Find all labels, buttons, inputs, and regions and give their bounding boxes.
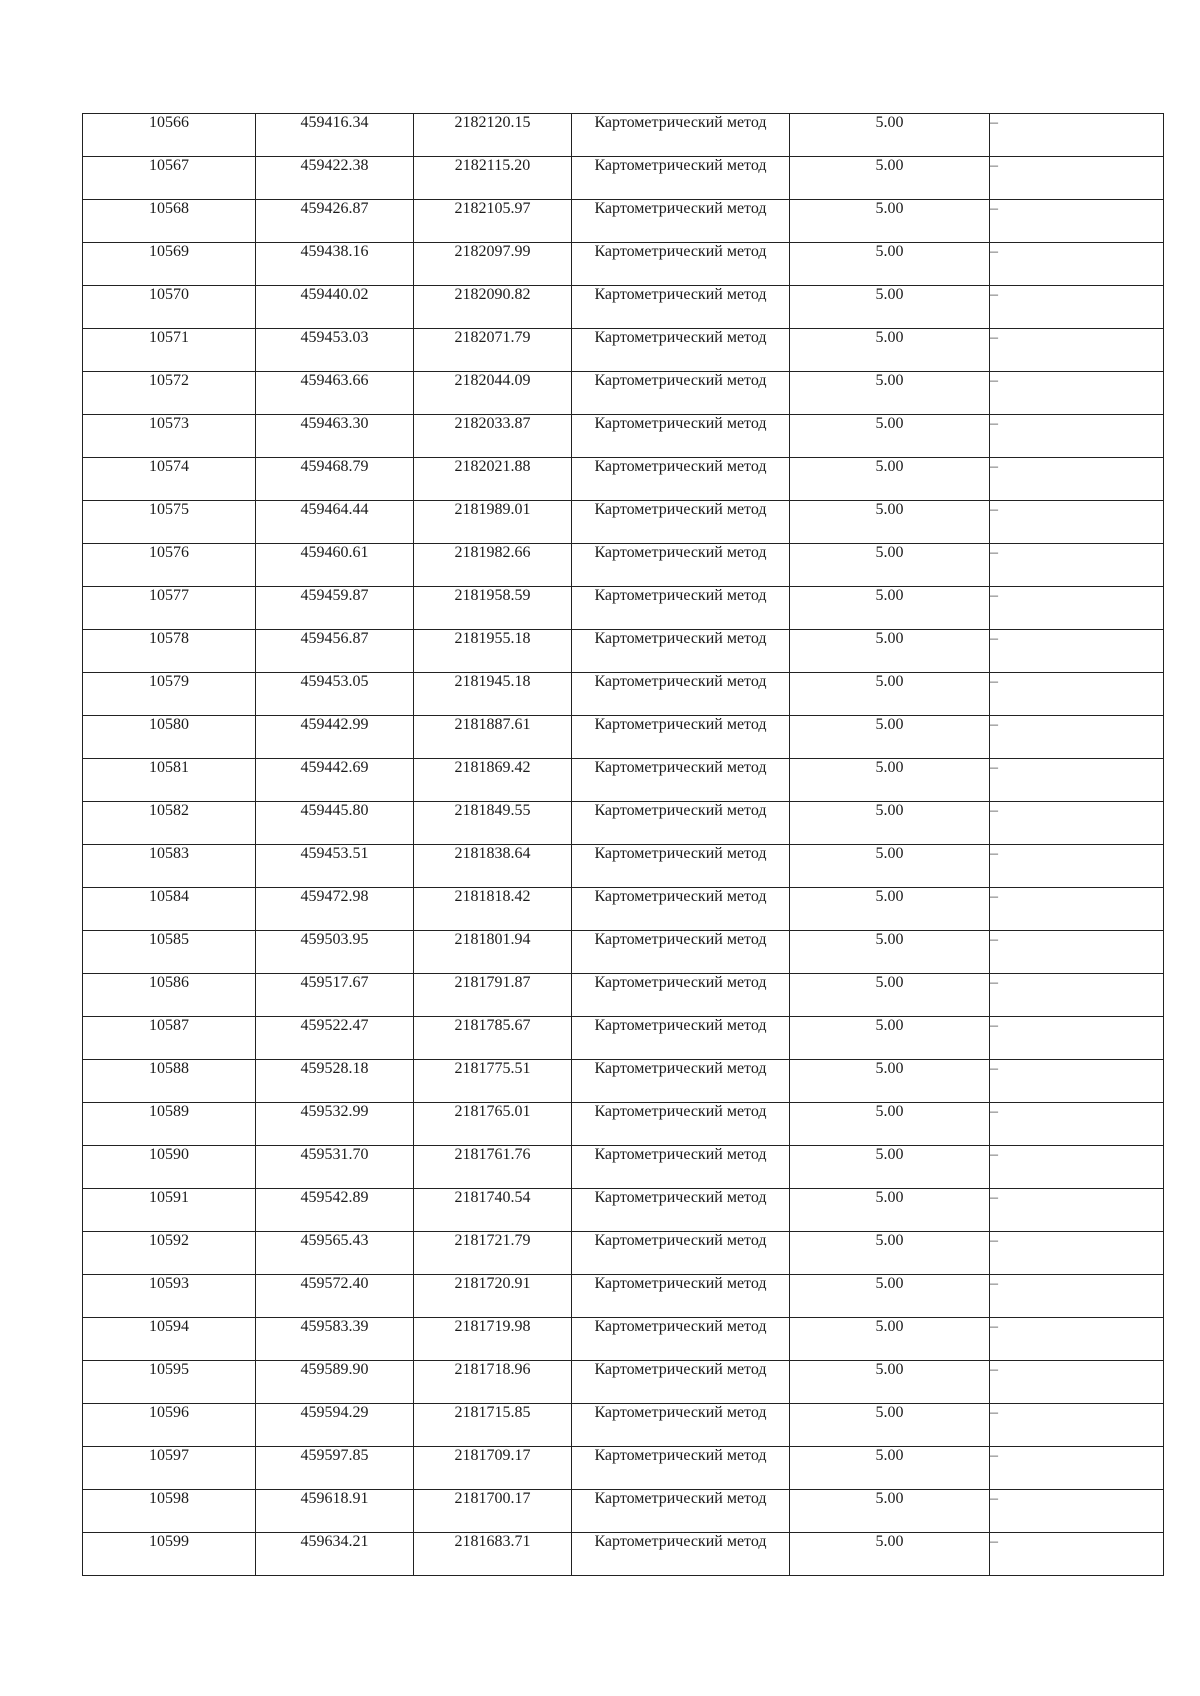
coordinate-x-cell: 459528.18: [256, 1060, 414, 1103]
coordinate-x-cell: 459597.85: [256, 1447, 414, 1490]
accuracy-cell: 5.00: [790, 759, 990, 802]
point-number-cell: 10570: [83, 286, 256, 329]
table-row: [83, 888, 1164, 931]
description-cell: –: [990, 1017, 1164, 1060]
description-cell: –: [990, 1490, 1164, 1533]
coordinate-x-cell: 459618.91: [256, 1490, 414, 1533]
method-cell: Картометрический метод: [572, 458, 790, 501]
point-number-cell: 10571: [83, 329, 256, 372]
coordinate-x-cell: 459532.99: [256, 1103, 414, 1146]
accuracy-cell: 5.00: [790, 802, 990, 845]
table-row: [83, 974, 1164, 1017]
method-cell: Картометрический метод: [572, 544, 790, 587]
description-cell: –: [990, 243, 1164, 286]
table-row: [83, 1017, 1164, 1060]
point-number-cell: 10599: [83, 1533, 256, 1576]
description-cell: –: [990, 587, 1164, 630]
accuracy-cell: 5.00: [790, 243, 990, 286]
coordinate-y-cell: 2181791.87: [414, 974, 572, 1017]
method-cell: Картометрический метод: [572, 759, 790, 802]
description-cell: –: [990, 372, 1164, 415]
table-row: [83, 587, 1164, 630]
coordinate-x-cell: 459468.79: [256, 458, 414, 501]
table-row: [83, 845, 1164, 888]
coordinate-x-cell: 459453.03: [256, 329, 414, 372]
accuracy-cell: 5.00: [790, 1103, 990, 1146]
description-cell: –: [990, 1361, 1164, 1404]
coordinate-x-cell: 459442.99: [256, 716, 414, 759]
table-row: [83, 802, 1164, 845]
table-row: [83, 1275, 1164, 1318]
table-row: [83, 630, 1164, 673]
description-cell: –: [990, 544, 1164, 587]
method-cell: Картометрический метод: [572, 1017, 790, 1060]
accuracy-cell: 5.00: [790, 286, 990, 329]
point-number-cell: 10572: [83, 372, 256, 415]
method-cell: Картометрический метод: [572, 1490, 790, 1533]
description-cell: –: [990, 1103, 1164, 1146]
point-number-cell: 10573: [83, 415, 256, 458]
point-number-cell: 10593: [83, 1275, 256, 1318]
accuracy-cell: 5.00: [790, 974, 990, 1017]
description-cell: –: [990, 1404, 1164, 1447]
coordinate-y-cell: 2181761.76: [414, 1146, 572, 1189]
table-row: [83, 1318, 1164, 1361]
description-cell: –: [990, 845, 1164, 888]
coordinate-x-cell: 459531.70: [256, 1146, 414, 1189]
point-number-cell: 10575: [83, 501, 256, 544]
table-row: [83, 501, 1164, 544]
coordinate-y-cell: 2181775.51: [414, 1060, 572, 1103]
accuracy-cell: 5.00: [790, 1404, 990, 1447]
description-cell: –: [990, 1533, 1164, 1576]
description-cell: –: [990, 501, 1164, 544]
accuracy-cell: 5.00: [790, 1060, 990, 1103]
description-cell: –: [990, 415, 1164, 458]
coordinate-x-cell: 459463.66: [256, 372, 414, 415]
coordinate-y-cell: 2182044.09: [414, 372, 572, 415]
point-number-cell: 10576: [83, 544, 256, 587]
point-number-cell: 10577: [83, 587, 256, 630]
table-row: [83, 1103, 1164, 1146]
accuracy-cell: 5.00: [790, 329, 990, 372]
coordinate-x-cell: 459589.90: [256, 1361, 414, 1404]
method-cell: Картометрический метод: [572, 415, 790, 458]
coordinate-y-cell: 2181958.59: [414, 587, 572, 630]
method-cell: Картометрический метод: [572, 931, 790, 974]
table-row: [83, 673, 1164, 716]
description-cell: –: [990, 200, 1164, 243]
point-number-cell: 10584: [83, 888, 256, 931]
coordinate-x-cell: 459453.51: [256, 845, 414, 888]
coordinate-y-cell: 2182120.15: [414, 114, 572, 157]
accuracy-cell: 5.00: [790, 673, 990, 716]
coordinate-y-cell: 2181719.98: [414, 1318, 572, 1361]
accuracy-cell: 5.00: [790, 1361, 990, 1404]
method-cell: Картометрический метод: [572, 802, 790, 845]
point-number-cell: 10590: [83, 1146, 256, 1189]
point-number-cell: 10586: [83, 974, 256, 1017]
coordinate-x-cell: 459416.34: [256, 114, 414, 157]
coordinate-y-cell: 2182097.99: [414, 243, 572, 286]
accuracy-cell: 5.00: [790, 372, 990, 415]
table-row: [83, 1361, 1164, 1404]
coordinate-y-cell: 2182090.82: [414, 286, 572, 329]
description-cell: –: [990, 1318, 1164, 1361]
table-row: [83, 1146, 1164, 1189]
method-cell: Картометрический метод: [572, 630, 790, 673]
coordinate-x-cell: 459463.30: [256, 415, 414, 458]
accuracy-cell: 5.00: [790, 114, 990, 157]
method-cell: Картометрический метод: [572, 1060, 790, 1103]
coordinate-x-cell: 459442.69: [256, 759, 414, 802]
description-cell: –: [990, 630, 1164, 673]
table-row: [83, 1232, 1164, 1275]
point-number-cell: 10568: [83, 200, 256, 243]
accuracy-cell: 5.00: [790, 1146, 990, 1189]
description-cell: –: [990, 931, 1164, 974]
coordinate-x-cell: 459464.44: [256, 501, 414, 544]
point-number-cell: 10589: [83, 1103, 256, 1146]
point-number-cell: 10566: [83, 114, 256, 157]
coordinate-y-cell: 2181982.66: [414, 544, 572, 587]
point-number-cell: 10567: [83, 157, 256, 200]
method-cell: Картометрический метод: [572, 1447, 790, 1490]
coordinate-y-cell: 2182033.87: [414, 415, 572, 458]
coordinate-y-cell: 2182071.79: [414, 329, 572, 372]
method-cell: Картометрический метод: [572, 888, 790, 931]
method-cell: Картометрический метод: [572, 673, 790, 716]
description-cell: –: [990, 1189, 1164, 1232]
accuracy-cell: 5.00: [790, 157, 990, 200]
accuracy-cell: 5.00: [790, 716, 990, 759]
method-cell: Картометрический метод: [572, 372, 790, 415]
coordinate-y-cell: 2182105.97: [414, 200, 572, 243]
description-cell: –: [990, 1232, 1164, 1275]
coordinate-y-cell: 2181887.61: [414, 716, 572, 759]
coordinate-x-cell: 459459.87: [256, 587, 414, 630]
coordinate-x-cell: 459634.21: [256, 1533, 414, 1576]
coordinate-y-cell: 2181801.94: [414, 931, 572, 974]
accuracy-cell: 5.00: [790, 630, 990, 673]
accuracy-cell: 5.00: [790, 458, 990, 501]
coordinate-y-cell: 2181740.54: [414, 1189, 572, 1232]
coordinate-y-cell: 2181700.17: [414, 1490, 572, 1533]
table-row: [83, 157, 1164, 200]
method-cell: Картометрический метод: [572, 1533, 790, 1576]
method-cell: Картометрический метод: [572, 716, 790, 759]
table-row: [83, 415, 1164, 458]
coordinate-x-cell: 459453.05: [256, 673, 414, 716]
point-number-cell: 10580: [83, 716, 256, 759]
coordinate-y-cell: 2181989.01: [414, 501, 572, 544]
coordinate-y-cell: 2181785.67: [414, 1017, 572, 1060]
table-row: [83, 1189, 1164, 1232]
coordinate-y-cell: 2181838.64: [414, 845, 572, 888]
table-row: [83, 1447, 1164, 1490]
table-row: [83, 931, 1164, 974]
coordinate-y-cell: 2181849.55: [414, 802, 572, 845]
coordinate-y-cell: 2181718.96: [414, 1361, 572, 1404]
coordinate-y-cell: 2181765.01: [414, 1103, 572, 1146]
coordinate-x-cell: 459456.87: [256, 630, 414, 673]
coordinate-x-cell: 459440.02: [256, 286, 414, 329]
description-cell: –: [990, 1146, 1164, 1189]
point-number-cell: 10588: [83, 1060, 256, 1103]
coordinate-y-cell: 2181955.18: [414, 630, 572, 673]
table-row: [83, 372, 1164, 415]
description-cell: –: [990, 673, 1164, 716]
table-row: [83, 286, 1164, 329]
coordinate-x-cell: 459583.39: [256, 1318, 414, 1361]
point-number-cell: 10598: [83, 1490, 256, 1533]
accuracy-cell: 5.00: [790, 845, 990, 888]
description-cell: –: [990, 329, 1164, 372]
table-row: [83, 1404, 1164, 1447]
description-cell: –: [990, 114, 1164, 157]
table-row: [83, 1533, 1164, 1576]
accuracy-cell: 5.00: [790, 888, 990, 931]
table-row: [83, 114, 1164, 157]
coordinate-x-cell: 459572.40: [256, 1275, 414, 1318]
accuracy-cell: 5.00: [790, 544, 990, 587]
method-cell: Картометрический метод: [572, 1361, 790, 1404]
coordinate-x-cell: 459422.38: [256, 157, 414, 200]
table-row: [83, 458, 1164, 501]
point-number-cell: 10596: [83, 1404, 256, 1447]
coordinate-y-cell: 2182115.20: [414, 157, 572, 200]
point-number-cell: 10578: [83, 630, 256, 673]
accuracy-cell: 5.00: [790, 1232, 990, 1275]
coordinate-y-cell: 2181945.18: [414, 673, 572, 716]
table-row: [83, 1060, 1164, 1103]
accuracy-cell: 5.00: [790, 1447, 990, 1490]
method-cell: Картометрический метод: [572, 200, 790, 243]
description-cell: –: [990, 1275, 1164, 1318]
accuracy-cell: 5.00: [790, 1533, 990, 1576]
coordinate-x-cell: 459438.16: [256, 243, 414, 286]
coordinate-x-cell: 459594.29: [256, 1404, 414, 1447]
point-number-cell: 10574: [83, 458, 256, 501]
method-cell: Картометрический метод: [572, 974, 790, 1017]
method-cell: Картометрический метод: [572, 587, 790, 630]
description-cell: –: [990, 802, 1164, 845]
point-number-cell: 10585: [83, 931, 256, 974]
description-cell: –: [990, 759, 1164, 802]
coordinate-x-cell: 459460.61: [256, 544, 414, 587]
description-cell: –: [990, 974, 1164, 1017]
accuracy-cell: 5.00: [790, 1318, 990, 1361]
coordinate-y-cell: 2181715.85: [414, 1404, 572, 1447]
point-number-cell: 10595: [83, 1361, 256, 1404]
table-row: [83, 716, 1164, 759]
table-body: [83, 114, 1164, 1576]
point-number-cell: 10582: [83, 802, 256, 845]
coordinate-y-cell: 2181721.79: [414, 1232, 572, 1275]
description-cell: –: [990, 1447, 1164, 1490]
point-number-cell: 10581: [83, 759, 256, 802]
method-cell: Картометрический метод: [572, 286, 790, 329]
accuracy-cell: 5.00: [790, 931, 990, 974]
description-cell: –: [990, 458, 1164, 501]
description-cell: –: [990, 157, 1164, 200]
accuracy-cell: 5.00: [790, 1189, 990, 1232]
accuracy-cell: 5.00: [790, 1490, 990, 1533]
coordinate-x-cell: 459565.43: [256, 1232, 414, 1275]
accuracy-cell: 5.00: [790, 1017, 990, 1060]
coordinate-y-cell: 2181720.91: [414, 1275, 572, 1318]
point-number-cell: 10583: [83, 845, 256, 888]
method-cell: Картометрический метод: [572, 501, 790, 544]
description-cell: –: [990, 286, 1164, 329]
method-cell: Картометрический метод: [572, 243, 790, 286]
description-cell: –: [990, 888, 1164, 931]
method-cell: Картометрический метод: [572, 1275, 790, 1318]
coordinate-x-cell: 459503.95: [256, 931, 414, 974]
method-cell: Картометрический метод: [572, 157, 790, 200]
table-row: [83, 759, 1164, 802]
description-cell: –: [990, 1060, 1164, 1103]
method-cell: Картометрический метод: [572, 1189, 790, 1232]
accuracy-cell: 5.00: [790, 1275, 990, 1318]
point-number-cell: 10579: [83, 673, 256, 716]
coordinate-x-cell: 459445.80: [256, 802, 414, 845]
table-row: [83, 243, 1164, 286]
point-number-cell: 10592: [83, 1232, 256, 1275]
method-cell: Картометрический метод: [572, 1146, 790, 1189]
accuracy-cell: 5.00: [790, 501, 990, 544]
method-cell: Картометрический метод: [572, 1318, 790, 1361]
coordinate-y-cell: 2181683.71: [414, 1533, 572, 1576]
coordinate-x-cell: 459472.98: [256, 888, 414, 931]
coordinate-x-cell: 459522.47: [256, 1017, 414, 1060]
accuracy-cell: 5.00: [790, 587, 990, 630]
coordinate-x-cell: 459517.67: [256, 974, 414, 1017]
table-row: [83, 544, 1164, 587]
point-number-cell: 10591: [83, 1189, 256, 1232]
accuracy-cell: 5.00: [790, 415, 990, 458]
method-cell: Картометрический метод: [572, 329, 790, 372]
coordinate-x-cell: 459426.87: [256, 200, 414, 243]
coordinates-table: [82, 113, 1164, 1576]
method-cell: Картометрический метод: [572, 845, 790, 888]
coordinate-y-cell: 2181818.42: [414, 888, 572, 931]
coordinate-x-cell: 459542.89: [256, 1189, 414, 1232]
point-number-cell: 10594: [83, 1318, 256, 1361]
coordinate-y-cell: 2181869.42: [414, 759, 572, 802]
coordinate-y-cell: 2182021.88: [414, 458, 572, 501]
table-row: [83, 1490, 1164, 1533]
table-row: [83, 329, 1164, 372]
coordinate-y-cell: 2181709.17: [414, 1447, 572, 1490]
table-row: [83, 200, 1164, 243]
description-cell: –: [990, 716, 1164, 759]
point-number-cell: 10569: [83, 243, 256, 286]
method-cell: Картометрический метод: [572, 114, 790, 157]
accuracy-cell: 5.00: [790, 200, 990, 243]
point-number-cell: 10597: [83, 1447, 256, 1490]
method-cell: Картометрический метод: [572, 1232, 790, 1275]
point-number-cell: 10587: [83, 1017, 256, 1060]
method-cell: Картометрический метод: [572, 1404, 790, 1447]
method-cell: Картометрический метод: [572, 1103, 790, 1146]
